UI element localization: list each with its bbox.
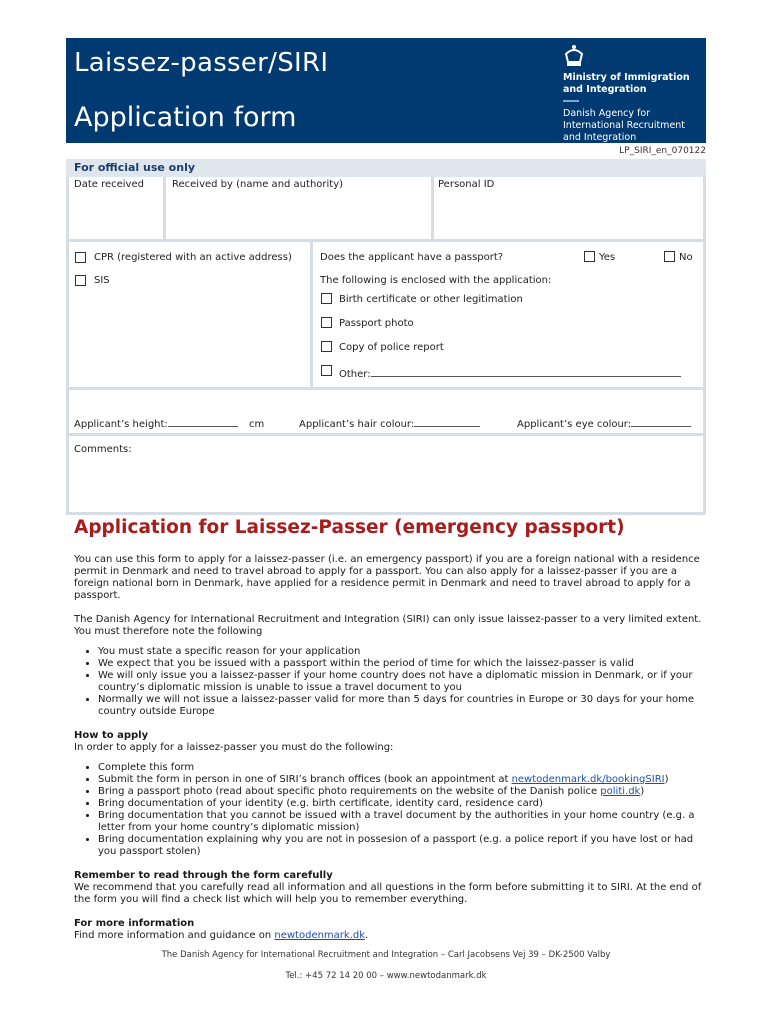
passport-yes-checkbox[interactable]: [584, 251, 595, 262]
logo-divider: [563, 100, 579, 102]
crown-icon: [563, 44, 585, 68]
police-report-label: Copy of police report: [339, 342, 444, 353]
more-info-text: Find more information and guidance on newtodenmark.dk.: [74, 930, 369, 941]
sis-checkbox[interactable]: [75, 275, 86, 286]
booking-link[interactable]: newtodenmark.dk/bookingSIRI: [511, 774, 665, 785]
list-item: • Complete this form: [98, 762, 704, 774]
list-item: • You must state a specific reason for your application: [98, 646, 704, 658]
intro-paragraph: You can use this form to apply for a laissez-passer (i.e. an emergency passport) if you are a foreign national with a residence permit in Denmark and need to travel abroad to apply for a passport. You can also apply for a laissez-passer if you are a foreign national born in Denmark, have applied for a residence permit in Denmark and need to travel abroad to apply for a passport.: [74, 554, 700, 601]
passport-no-label: No: [679, 252, 693, 263]
enclosed-intro: The following is enclosed with the application:: [320, 275, 552, 286]
agency-name: Danish Agency for International Recruitment and Integration: [563, 108, 686, 143]
politi-link[interactable]: politi.dk: [600, 786, 641, 797]
list-item: • We will only issue you a laissez-passer if your home country does not have a diplomatic mission in Denmark, or if your country’s diplomatic mission is unable to issue a travel document to you: [98, 670, 704, 694]
passport-no-checkbox[interactable]: [664, 251, 675, 262]
steps-list: [74, 762, 704, 858]
more-info-heading: For more information: [74, 918, 195, 929]
passport-photo-label: Passport photo: [339, 318, 414, 329]
instructions: [74, 516, 704, 954]
cpr-checkbox[interactable]: [75, 252, 86, 263]
title-laissez-passer: Laissez-passer/SIRI: [74, 48, 329, 78]
received-by-label: Received by (name and authority): [172, 179, 344, 190]
divider: [431, 177, 434, 239]
list-item: • Bring documentation that you cannot be issued with a travel document by the authorities in your home country (e.g. a letter from your home country’s diplomatic mission): [98, 810, 704, 834]
form-page: [66, 38, 706, 515]
eye-label: Applicant’s eye colour:: [517, 416, 691, 430]
newtodenmark-link[interactable]: newtodenmark.dk: [274, 930, 366, 941]
cpr-label: CPR (registered with an active address): [94, 252, 292, 263]
height-unit: cm: [248, 419, 265, 430]
how-to-apply-heading: How to apply: [74, 730, 149, 741]
main-heading: Application for Laissez-Passer (emergency passport): [74, 517, 625, 538]
title-application-form: Application form: [74, 102, 297, 133]
header-banner: [66, 38, 706, 143]
footer-address: The Danish Agency for International Recruitment and Integration – Carl Jacobsens Vej 39 – DK-2500 Valby: [161, 950, 611, 960]
comments-label: Comments:: [74, 444, 132, 455]
remember-text: We recommend that you carefully read all information and all questions in the form before submitting it to SIRI. At the end of the form you will find a check list which will help you to remember everything.: [74, 882, 702, 905]
divider: [69, 433, 703, 436]
list-item: • Bring documentation explaining why you are not in possesion of a passport (e.g. a police report if you have lost or had you passport stolen): [98, 834, 704, 858]
passport-question: Does the applicant have a passport?: [320, 252, 504, 263]
footer-contact: Tel.: +45 72 14 20 00 – www.newtodanmark.dk: [285, 971, 487, 981]
personal-id-label: Personal ID: [438, 179, 495, 190]
police-report-checkbox[interactable]: [321, 341, 332, 352]
official-use-heading: For official use only: [66, 159, 706, 177]
list-item: • We expect that you be issued with a passport within the period of time for which the laissez-passer is valid: [98, 658, 704, 670]
birth-certificate-checkbox[interactable]: [321, 293, 332, 304]
hair-field[interactable]: [414, 416, 480, 427]
date-received-label: Date received: [74, 179, 144, 190]
note-intro: The Danish Agency for International Recruitment and Integration (SIRI) can only issue laissez-passer to a very limited extent. You must therefore note the following: [74, 614, 702, 637]
other-label: Other:: [339, 366, 681, 380]
height-label: Applicant’s height: cm: [74, 416, 264, 430]
passport-photo-checkbox[interactable]: [321, 317, 332, 328]
divider: [310, 239, 313, 387]
list-item: • Submit the form in person in one of SIRI’s branch offices (book an appointment at newtodenmark.dk/bookingSIRI): [98, 774, 704, 786]
other-checkbox[interactable]: [321, 365, 332, 376]
remember-heading: Remember to read through the form carefully: [74, 870, 333, 881]
hair-label: Applicant’s hair colour:: [299, 416, 480, 430]
divider: [163, 177, 166, 239]
eye-field[interactable]: [631, 416, 691, 427]
how-to-apply-intro: In order to apply for a laissez-passer you must do the following:: [74, 742, 394, 753]
passport-yes-label: Yes: [599, 252, 616, 263]
birth-certificate-label: Birth certificate or other legitimation: [339, 294, 523, 305]
divider: [69, 387, 703, 390]
notes-list: [74, 646, 704, 718]
height-field[interactable]: [168, 416, 238, 427]
form-code: LP_SIRI_en_070122: [619, 146, 706, 156]
other-field[interactable]: [371, 366, 681, 377]
list-item: • Bring documentation of your identity (e.g. birth certificate, identity card, residence card): [98, 798, 704, 810]
list-item: • Normally we will not issue a laissez-passer valid for more than 5 days for countries in Europe or 30 days for your home country outside Europe: [98, 694, 704, 718]
divider: [69, 239, 703, 242]
official-use-box: [66, 177, 706, 515]
sis-label: SIS: [94, 275, 110, 286]
list-item: • Bring a passport photo (read about specific photo requirements on the website of the Danish police politi.dk): [98, 786, 704, 798]
ministry-name: Ministry of Immigration and Integration: [563, 72, 690, 95]
